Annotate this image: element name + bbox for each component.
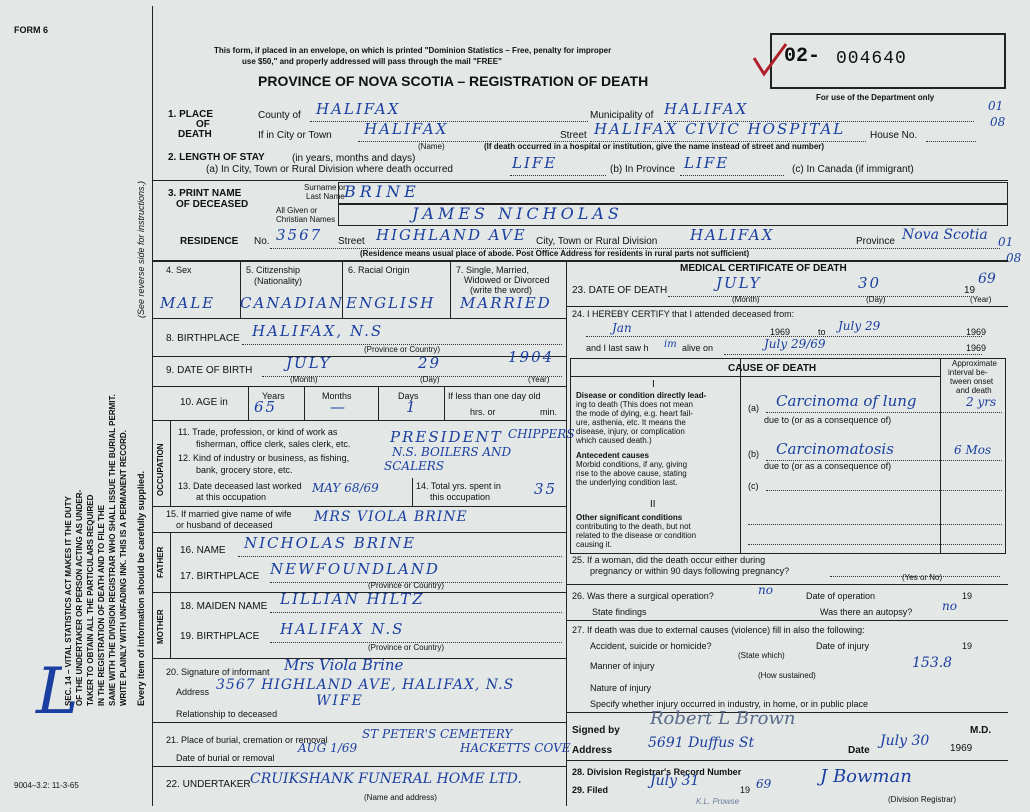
other-label-1: Other significant conditions — [576, 513, 683, 522]
side-note-5: SAME WITH THE DIVISION REGISTRAR WHO SHALL ISSUE THE BURIAL PERMIT. — [108, 394, 117, 706]
specify-label: Specify whether injury occurred in industry, in home, or in public place — [590, 699, 868, 709]
side-note-7: Every item of information should be carefully supplied. — [136, 470, 146, 706]
yes-no-caption: (Yes or No) — [902, 573, 943, 582]
autopsy-value: no — [942, 599, 957, 613]
residence-province-label: Province — [856, 236, 895, 247]
form-title: PROVINCE OF NOVA SCOTIA – REGISTRATION OF DEATH — [258, 73, 649, 89]
side-note-8: (See reverse side for instructions.) — [136, 180, 146, 318]
side-note-3: TAKER TO OBTAIN ALL THE PARTICULARS REQUIRED — [86, 494, 95, 706]
signed-date-label: Date — [848, 745, 870, 756]
filed-year-prefix: 19 — [740, 785, 751, 795]
age-label: 10. AGE in — [180, 397, 228, 408]
death-month: JULY — [716, 274, 762, 292]
informant-address-label: Address — [176, 687, 210, 697]
burial-place-2: HACKETTS COVE — [460, 741, 571, 755]
other-label-2: contributing to the death, but not — [576, 522, 691, 531]
residence-label: RESIDENCE — [180, 236, 239, 247]
other-label-4: causing it. — [576, 540, 613, 549]
state-findings-label: State findings — [592, 607, 647, 617]
residence-number: 3567 — [276, 226, 323, 244]
birthplace-value: HALIFAX, N.S — [252, 322, 384, 340]
dob-month: JULY — [286, 354, 332, 372]
given-value: JAMES NICHOLAS — [412, 204, 623, 223]
direct-label-5: disease, injury, or complication — [576, 427, 685, 436]
surname-label-1: Surname or — [304, 183, 346, 192]
sustained-caption: (How sustained) — [758, 671, 816, 680]
marital-label-1: 7. Single, Married, — [456, 265, 530, 275]
surgery-label: 26. Was there a surgical operation? — [572, 591, 714, 601]
direct-label-6: which caused death.) — [576, 436, 652, 445]
antecedent-label-4: the underlying condition last. — [576, 478, 678, 487]
stay-b-label: (b) In Province — [610, 164, 676, 175]
last-saw-him: im — [664, 339, 677, 350]
county-label: County of — [258, 110, 301, 121]
dob-day-caption: (Day) — [420, 375, 440, 384]
cause-b-value: Carcinomatosis — [776, 440, 894, 458]
death-year: 69 — [978, 271, 996, 287]
years-label: Years — [262, 391, 285, 401]
house-label: House No. — [870, 130, 918, 141]
marital-value: MARRIED — [460, 294, 552, 312]
father-caption: (Province or Country) — [368, 581, 445, 590]
last-worked-label-1: 13. Date deceased last worked — [178, 481, 302, 491]
total-years-label-2: this occupation — [430, 492, 491, 502]
place-label-2: OF — [196, 119, 210, 130]
part-1-label: I — [652, 379, 655, 390]
place-label-3: DEATH — [178, 129, 212, 140]
residence-province: Nova Scotia — [902, 227, 988, 243]
autopsy-label: Was there an autopsy? — [820, 607, 913, 617]
dob-label: 9. DATE OF BIRTH — [166, 365, 253, 376]
dob-month-caption: (Month) — [290, 375, 318, 384]
less-than-day: If less than one day old — [448, 391, 541, 401]
mother-maiden-label: 18. MAIDEN NAME — [180, 601, 268, 612]
registrar-caption: (Division Registrar) — [888, 795, 957, 804]
certify-label: 24. I HEREBY CERTIFY that I attended deceased from: — [572, 309, 795, 319]
residence-city: HALIFAX — [690, 226, 775, 244]
marital-label-3: (write the word) — [470, 285, 533, 295]
city-label: If in City or Town — [258, 130, 332, 141]
days-label: Days — [398, 391, 419, 401]
side-note-4: IN THE REGISTRATION OF DEATH AND TO FILE THE — [97, 504, 106, 706]
direct-label-1: Disease or condition directly lead- — [576, 391, 707, 400]
industry-value-3: CHIPPERS — [508, 427, 575, 441]
burial-date-label: Date of burial or removal — [176, 753, 275, 763]
part-2-label: II — [650, 499, 656, 510]
attended-to-year: 1969 — [966, 327, 987, 337]
mother-birthplace-label: 19. BIRTHPLACE — [180, 631, 260, 642]
interval-label-1: Approximate — [952, 359, 997, 368]
physician-signature: Robert L Brown — [650, 708, 796, 729]
residence-street: HIGHLAND AVE — [376, 226, 527, 244]
dept-code-2: 08 — [990, 115, 1006, 129]
street-label: Street — [560, 130, 587, 141]
state-which-caption: (State which) — [738, 651, 785, 660]
county-value: HALIFAX — [316, 100, 401, 118]
stay-label: 2. LENGTH OF STAY — [168, 152, 265, 163]
birthplace-label: 8. BIRTHPLACE — [166, 333, 240, 344]
attended-to-label: to — [818, 327, 826, 337]
death-year-prefix: 19 — [964, 285, 976, 296]
cause-a-value: Carcinoma of lung — [776, 392, 917, 410]
undertaker-caption: (Name and address) — [364, 793, 437, 802]
nature-label: Nature of injury — [590, 683, 652, 693]
envelope-note-1: This form, if placed in an envelope, on which is printed "Dominion Statistics – Free, penalty for improper — [214, 46, 612, 55]
age-years: 65 — [254, 398, 278, 416]
hrs-label: hrs. or — [470, 407, 496, 417]
form-number: FORM 6 — [14, 25, 49, 35]
pregnancy-label-2: pregnancy or within 90 days following pregnancy? — [590, 566, 790, 576]
informant-address: 3567 HIGHLAND AVE, HALIFAX, N.S — [216, 677, 515, 693]
dept-code-3: 01 — [998, 235, 1014, 249]
racial-label: 6. Racial Origin — [348, 265, 410, 275]
side-note-6: WRITE PLAINLY WITH UNFADING INK. THIS IS A PERMANENT RECORD. — [119, 430, 128, 706]
mother-caption: (Province or Country) — [368, 643, 445, 652]
dept-code-4: 08 — [1006, 251, 1022, 265]
sex-label: 4. Sex — [166, 265, 192, 275]
residence-note: (Residence means usual place of abode. Post Office Address for residents in rural parts not sufficient) — [360, 249, 750, 258]
mother-birthplace-value: HALIFAX N.S — [280, 620, 405, 638]
total-years-value: 35 — [534, 480, 558, 498]
signed-year: 1969 — [950, 743, 973, 754]
alive-on-label: alive on — [682, 343, 714, 353]
physician-address: 5691 Duffus St — [648, 735, 755, 751]
filed-label: 29. Filed — [572, 785, 609, 795]
stay-sub: (in years, months and days) — [292, 153, 416, 164]
side-note-2: OF THE UNDERTAKER OR PERSON ACTING AS UNDER- — [75, 489, 84, 706]
dept-code-1: 01 — [988, 99, 1004, 113]
death-month-caption: (Month) — [732, 295, 760, 304]
undertaker-label: 22. UNDERTAKER — [166, 779, 251, 790]
interval-label-3: tween onset — [950, 377, 994, 386]
deceased-label-2: OF DECEASED — [176, 199, 249, 210]
due-to-1: due to (or as a consequence of) — [764, 415, 892, 425]
interval-label-4: and death — [956, 386, 992, 395]
surname-label-2: Last Name — [306, 192, 345, 201]
burial-place-1: ST PETER'S CEMETERY — [362, 727, 513, 741]
last-saw-year: 1969 — [966, 343, 987, 353]
envelope-note-2: use $50," and properly addressed will pass through the mail "FREE" — [242, 57, 502, 66]
industry-value-2: SCALERS — [384, 459, 445, 473]
citizenship-label-1: 5. Citizenship — [246, 265, 301, 275]
cause-b-label: (b) — [748, 449, 759, 459]
residence-city-label: City, Town or Rural Division — [536, 236, 658, 247]
age-months: — — [330, 398, 347, 416]
birthplace-caption: (Province or Country) — [364, 345, 441, 354]
industry-label-1: 12. Kind of industry or business, as fishing, — [178, 453, 350, 463]
trade-label-1: 11. Trade, profession, or kind of work as — [178, 427, 338, 437]
surgery-year: 19 — [962, 591, 973, 601]
cause-b-interval: 6 Mos — [954, 443, 992, 457]
residence-street-label: Street — [338, 236, 365, 247]
age-days: 1 — [406, 398, 418, 416]
accident-label: Accident, suicide or homicide? — [590, 641, 712, 651]
min-label: min. — [540, 407, 558, 417]
name-caption: (Name) — [418, 142, 445, 151]
antecedent-label-1: Antecedent causes — [576, 451, 649, 460]
relationship-value: WIFE — [316, 693, 364, 709]
injury-date-label: Date of injury — [816, 641, 870, 651]
last-saw-date: July 29/69 — [764, 337, 826, 351]
cause-a-label: (a) — [748, 403, 759, 413]
place-label-1: 1. PLACE — [168, 109, 214, 120]
direct-label-2: ing to death (This does not mean — [576, 400, 693, 409]
occupation-section: OCCUPATION — [156, 443, 165, 496]
mother-section: MOTHER — [156, 609, 165, 644]
wife-value: MRS VIOLA BRINE — [314, 509, 468, 525]
hospital-value: HALIFAX CIVIC HOSPITAL — [594, 120, 846, 138]
cause-a-interval: 2 yrs — [966, 395, 997, 409]
informant-signature-label: 20. Signature of informant — [166, 667, 270, 677]
mother-maiden-value: LILLIAN HILTZ — [280, 590, 425, 608]
antecedent-label-2: Morbid conditions, if any, giving — [576, 460, 688, 469]
dob-year: 1904 — [508, 348, 555, 366]
father-name-value: NICHOLAS BRINE — [244, 534, 417, 552]
citizenship-value: CANADIAN — [240, 294, 345, 312]
undertaker-value: CRUIKSHANK FUNERAL HOME LTD. — [250, 771, 522, 787]
cause-title: CAUSE OF DEATH — [728, 363, 817, 374]
registration-number-prefix: 02- — [784, 45, 821, 68]
relationship-label: Relationship to deceased — [176, 709, 278, 719]
due-to-2: due to (or as a consequence of) — [764, 461, 892, 471]
manner-label: Manner of injury — [590, 661, 655, 671]
racial-value: ENGLISH — [346, 294, 436, 312]
wife-label-2: or husband of deceased — [176, 520, 273, 530]
record-label: 28. Division Registrar's Record Number — [572, 767, 742, 777]
sex-value: MALE — [160, 294, 216, 312]
dob-year-caption: (Year) — [528, 375, 550, 384]
total-years-label-1: 14. Total yrs. spent in — [416, 481, 501, 491]
surgery-value: no — [758, 583, 773, 597]
bottom-name: K.L. Prowse — [696, 797, 740, 806]
filed-value: July 31 — [650, 773, 700, 789]
registrar-signature: J Bowman — [820, 766, 912, 787]
margin-initials: L — [36, 655, 79, 729]
manner-code: 153.8 — [912, 655, 953, 671]
given-label-1: All Given or — [276, 206, 318, 215]
signed-label: Signed by — [572, 725, 620, 736]
cause-c-label: (c) — [748, 481, 759, 491]
stay-a-label: (a) In City, Town or Rural Division where death occurred — [206, 164, 453, 175]
last-saw-label: and I last saw h — [586, 343, 649, 353]
father-name-label: 16. NAME — [180, 545, 226, 556]
side-note-1: SEC. 14 – VITAL STATISTICS ACT MAKES IT THE DUTY — [64, 496, 73, 706]
direct-label-4: ure, asthenia, etc. It means the — [576, 418, 686, 427]
signed-date: July 30 — [880, 733, 930, 749]
burial-date: AUG 1/69 — [298, 741, 358, 755]
surgery-date-label: Date of operation — [806, 591, 876, 601]
burial-place-label: 21. Place of burial, cremation or removal — [166, 735, 328, 745]
municipality-value: HALIFAX — [664, 100, 749, 118]
death-day: 30 — [858, 274, 882, 292]
last-worked-value: MAY 68/69 — [312, 481, 379, 495]
external-label: 27. If death was due to external causes (violence) fill in also the following: — [572, 625, 865, 635]
stay-a-value: LIFE — [512, 154, 558, 172]
trade-label-2: fisherman, office clerk, sales clerk, etc. — [196, 439, 351, 449]
given-label-2: Christian Names — [276, 215, 336, 224]
industry-value-1: N.S. BOILERS AND — [392, 445, 512, 459]
last-worked-label-2: at this occupation — [196, 492, 267, 502]
injury-year: 19 — [962, 641, 973, 651]
interval-label-2: interval be- — [948, 368, 988, 377]
other-label-3: related to the disease or condition — [576, 531, 697, 540]
marital-label-2: Widowed or Divorced — [464, 275, 550, 285]
hospital-note: (If death occurred in a hospital or institution, give the name instead of street and number) — [484, 142, 825, 151]
pregnancy-label-1: 25. If a woman, did the death occur either during — [572, 555, 766, 565]
attended-to: July 29 — [838, 319, 881, 333]
father-birthplace-value: NEWFOUNDLAND — [270, 560, 440, 578]
direct-label-3: the mode of dying, e.g. heart fail- — [576, 409, 693, 418]
department-use: For use of the Department only — [816, 93, 935, 102]
months-label: Months — [322, 391, 352, 401]
residence-no-label: No. — [254, 236, 270, 247]
registration-number: 004640 — [836, 49, 907, 69]
attended-from-year: 1969 — [770, 327, 791, 337]
footer-code: 9004–3.2: 11-3-65 — [14, 781, 79, 790]
medical-title: MEDICAL CERTIFICATE OF DEATH — [680, 263, 847, 274]
wife-label-1: 15. If married give name of wife — [166, 509, 292, 519]
father-birthplace-label: 17. BIRTHPLACE — [180, 571, 260, 582]
attended-from: Jan — [612, 321, 632, 335]
stay-c-label: (c) In Canada (if immigrant) — [792, 164, 914, 175]
father-section: FATHER — [156, 546, 165, 578]
filed-year: 69 — [756, 777, 772, 791]
md-label: M.D. — [970, 725, 992, 736]
city-value: HALIFAX — [364, 120, 449, 138]
physician-address-label: Address — [572, 745, 613, 756]
citizenship-label-2: (Nationality) — [254, 276, 303, 286]
industry-label-2: bank, grocery store, etc. — [196, 465, 293, 475]
death-date-label: 23. DATE OF DEATH — [572, 285, 668, 296]
dob-day: 29 — [418, 354, 442, 372]
death-day-caption: (Day) — [866, 295, 886, 304]
informant-signature: Mrs Viola Brine — [284, 656, 404, 674]
trade-value: PRESIDENT — [390, 428, 503, 446]
stay-b-value: LIFE — [684, 154, 730, 172]
antecedent-label-3: rise to the above cause, stating — [576, 469, 687, 478]
surname-value: BRINE — [344, 182, 420, 201]
check-mark-icon — [750, 40, 790, 80]
death-year-caption: (Year) — [970, 295, 992, 304]
deceased-label-1: 3. PRINT NAME — [168, 188, 242, 199]
municipality-label: Municipality of — [590, 110, 654, 121]
